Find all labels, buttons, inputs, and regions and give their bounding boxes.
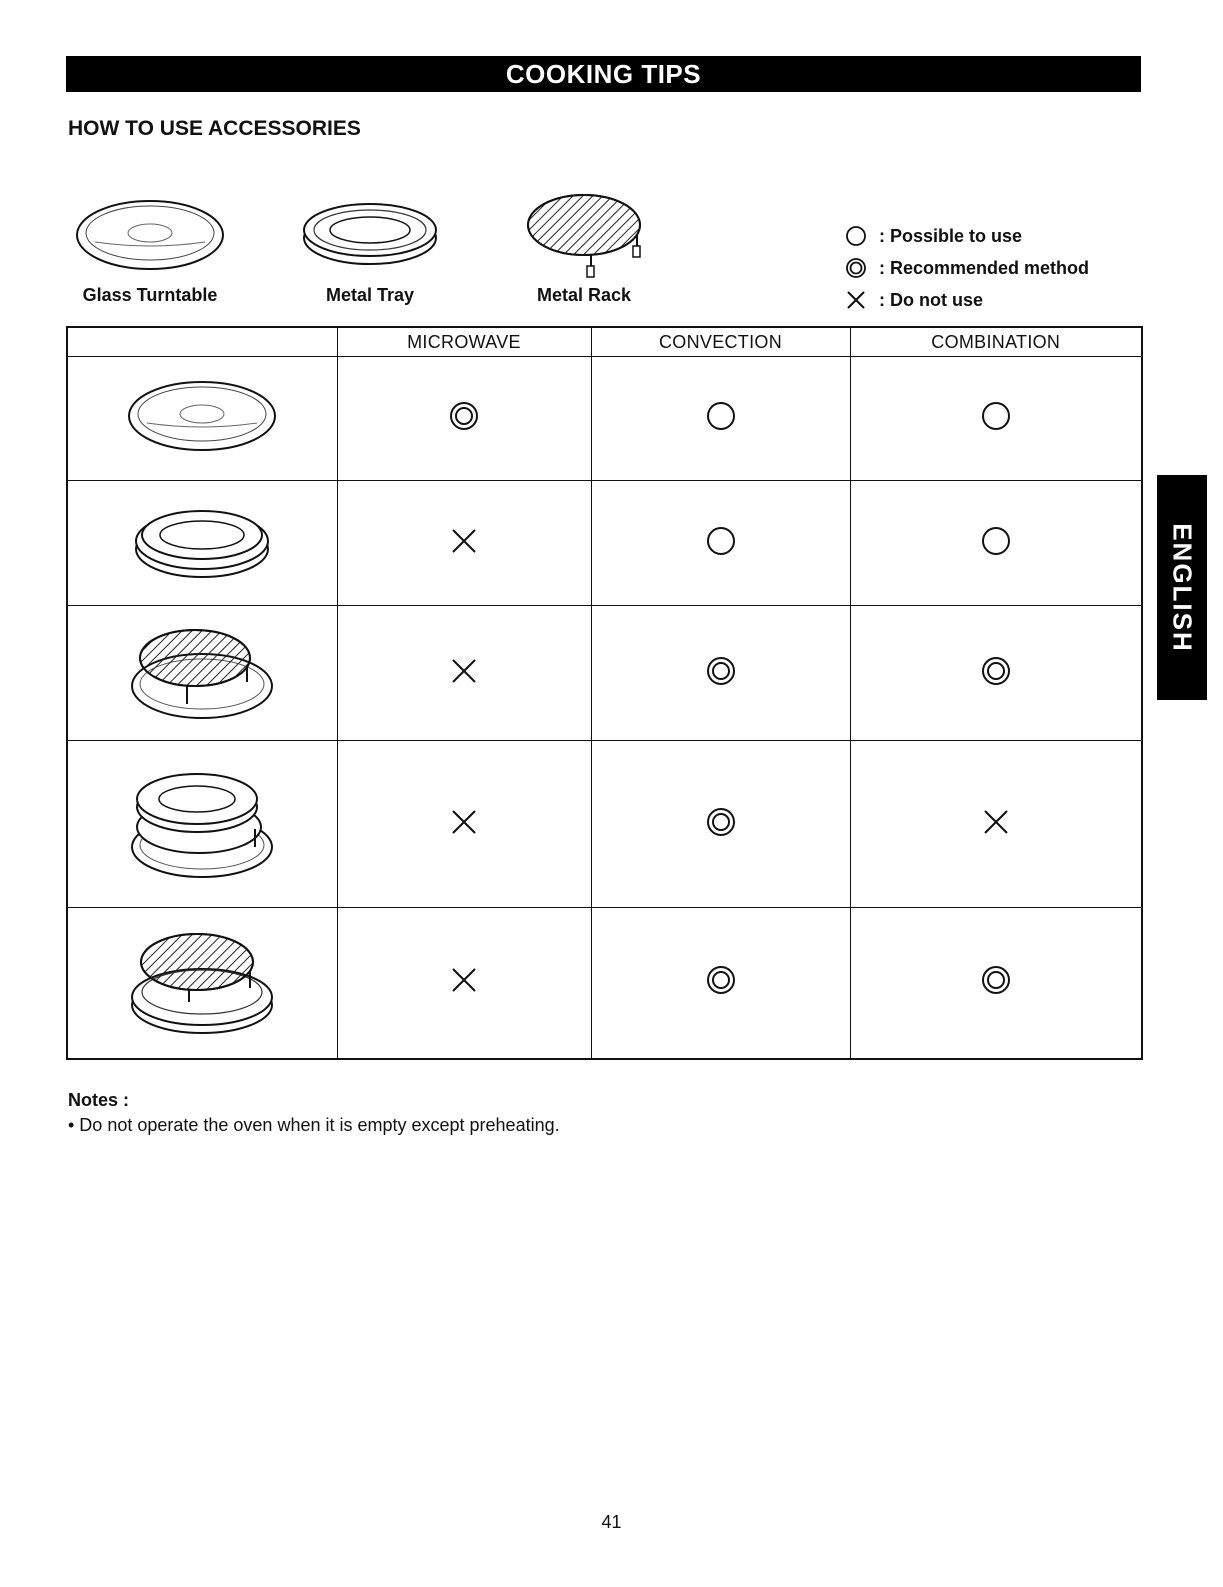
column-header-microwave: MICROWAVE [337,327,591,357]
legend-row-possible [845,220,1089,252]
column-header-accessory [67,327,337,357]
recommended-icon [980,964,1012,996]
metal-tray-icon [285,190,455,280]
section-title: HOW TO USE ACCESSORIES [68,117,361,140]
recommended-icon [980,655,1012,687]
cell-combination [850,741,1142,908]
language-tab [1157,475,1207,700]
row-image-cell [67,357,337,481]
table-header-row [67,327,1142,357]
recommended-icon [705,806,737,838]
page-banner: COOKING TIPS [66,56,1141,92]
glass-turntable-icon [65,190,235,280]
cell-combination [850,908,1142,1059]
table-row [67,741,1142,908]
cell-combination [850,357,1142,481]
recommended-icon [448,400,480,432]
table-row [67,908,1142,1059]
x-mark-icon [981,807,1011,837]
metal-rack-icon [499,190,669,285]
recommended-icon [845,257,867,279]
row-image-cell [67,908,337,1059]
cell-microwave [337,908,591,1059]
cell-microwave [337,741,591,908]
possible-icon [705,525,737,557]
cell-microwave [337,606,591,741]
x-mark-icon [449,807,479,837]
accessory-table [66,326,1143,1060]
possible-icon [980,525,1012,557]
column-header-convection: CONVECTION [591,327,850,357]
legend-row-not [845,284,1089,316]
metal-tray-icon [117,493,287,588]
table-row [67,606,1142,741]
possible-icon [845,225,867,247]
legend-text: : Recommended method [879,257,1090,278]
legend-text: : Do not use [879,289,983,310]
table-row [67,481,1142,606]
glass-turntable-icon [117,371,287,461]
row-image-cell [67,606,337,741]
x-mark-icon [449,656,479,686]
cell-convection [591,606,850,741]
page-number: 41 [601,1512,622,1532]
cell-convection [591,481,850,606]
cell-convection [591,908,850,1059]
table-row [67,357,1142,481]
recommended-icon [705,964,737,996]
cell-combination [850,606,1142,741]
accessory-metal-rack [484,190,684,305]
notes-item: • Do not operate the oven when it is empty except preheating. [68,1115,560,1135]
x-mark-icon [449,965,479,995]
recommended-icon [705,655,737,687]
possible-icon [980,400,1012,432]
cell-combination [850,481,1142,606]
accessory-glass-turntable [50,190,250,305]
tray-on-rack-icon [117,759,287,884]
row-image-cell [67,481,337,606]
accessory-label: Metal Rack [536,285,632,305]
accessory-label: Metal Tray [325,285,415,305]
row-image-cell [67,741,337,908]
rack-on-tray-icon [117,920,287,1040]
notes-title: Notes : [68,1090,130,1110]
accessory-label: Glass Turntable [82,285,218,305]
x-mark-icon [449,526,479,556]
accessory-metal-tray [270,190,470,305]
cell-convection [591,357,850,481]
cell-microwave [337,481,591,606]
legend [845,220,1089,316]
rack-on-turntable-icon [117,616,287,726]
legend-text: : Possible to use [879,225,1023,246]
legend-row-recommended [845,252,1089,284]
column-header-combination: COMBINATION [850,327,1142,357]
cell-microwave [337,357,591,481]
x-mark-icon [845,289,867,311]
possible-icon [705,400,737,432]
cell-convection [591,741,850,908]
language-tab-label: ENGLISH [1167,522,1198,653]
